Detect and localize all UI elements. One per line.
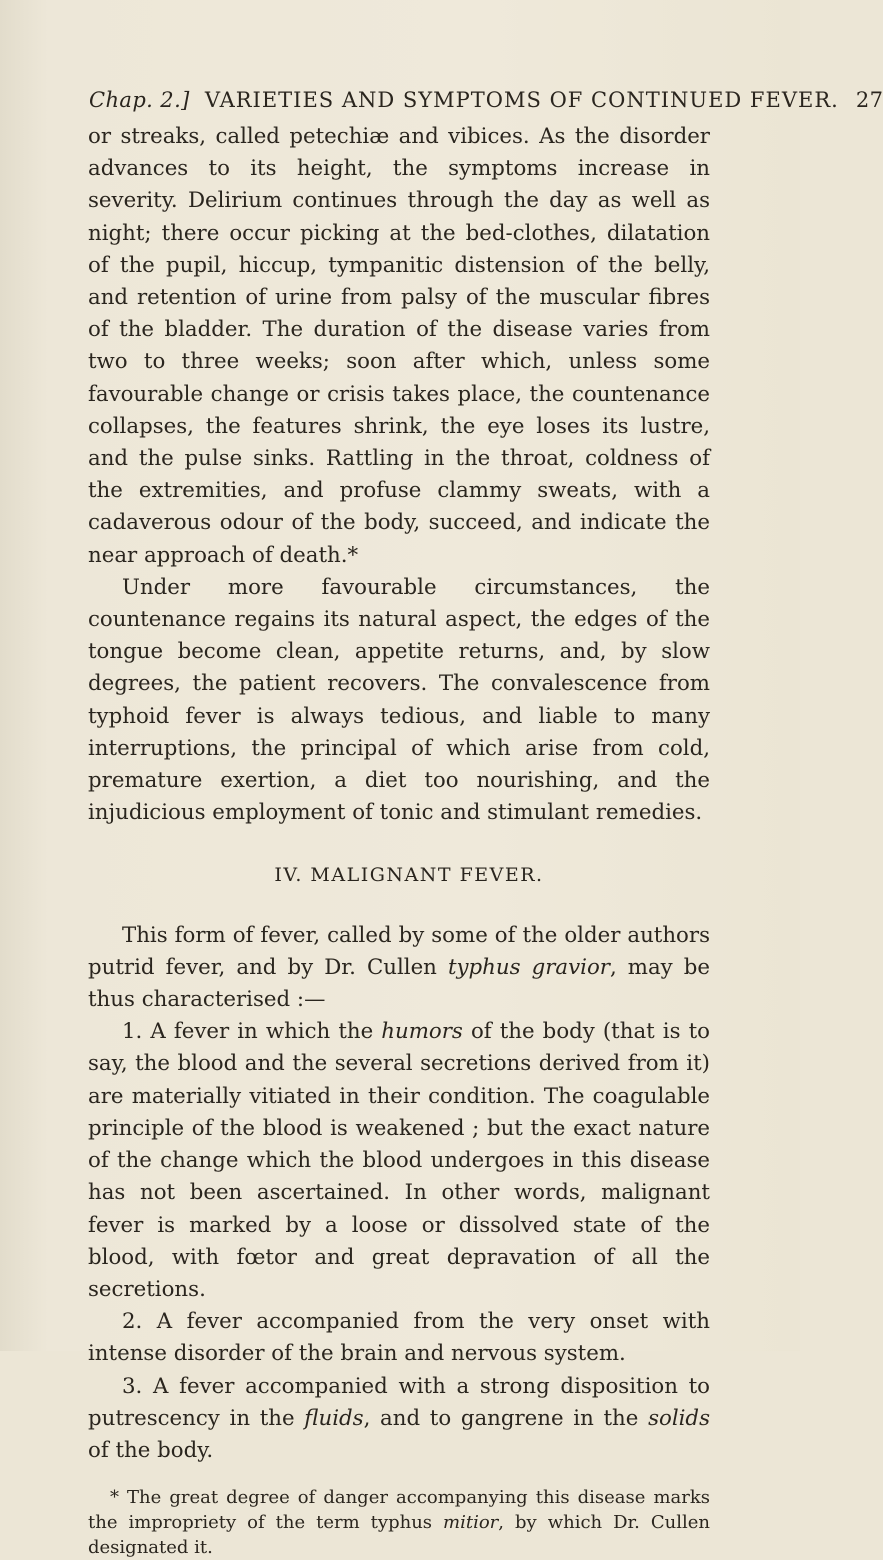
page-number: 27	[855, 88, 883, 112]
chapter-label: Chap. 2.]	[89, 88, 190, 112]
list-item-3: 3. A fever accompanied with a strong disposition to putrescency in the fluids, and to gangrene in the solids of the body.	[88, 1373, 710, 1463]
paragraph-malignant-intro: This form of fever, called by some of the older authors putrid fever, and by Dr. Cullen typhus gravior, may be thus characterised :—	[88, 922, 710, 1013]
section-heading: IV. MALIGNANT FEVER.	[274, 864, 544, 887]
running-header	[89, 88, 883, 112]
running-title: VARIETIES AND SYMPTOMS OF CONTINUED FEVER.	[204, 88, 839, 112]
footnote: * The great degree of danger accompanying this disease marks the impropriety of the term typhus mitior, by which Dr. Cullen designated it.	[88, 1487, 711, 1559]
list-item-2: 2. A fever accompanied from the very onset with intense disorder of the brain and nervous system.	[88, 1309, 710, 1367]
paragraph-continuation: or streaks, called petechiæ and vibices. As the disorder advances to its height, the symptoms increase in severity. Delirium continues through the day as well as night; there occur picking at the bed-clothes, dilatation of the pupil, hiccup, tympanitic distension of the belly, and retention of urine from palsy of the muscular fibres of the bladder. The duration of the disease varies from two to three weeks; soon after which, unless some favourable change or crisis takes place, the countenance collapses, the features shrink, the eye loses its lustre, and the pulse sinks. Rattling in the throat, coldness of the extremities, and profuse clammy sweats, with a cadaverous odour of the body, succeed, and indicate the near approach of death.*	[88, 124, 710, 568]
paragraph-convalescence: Under more favourable circumstances, the countenance regains its natural aspect, the edges of the tongue become clean, appetite returns, and, by slow degrees, the patient recovers. The convalescence from typhoid fever is always tedious, and liable to many interruptions, the principal of which arise from cold, premature exertion, a diet too nourishing, and the injudicious employment of tonic and stimulant remedies.	[88, 574, 710, 826]
list-item-1: 1. A fever in which the humors of the body (that is to say, the blood and the several secretions derived from it) are materially vitiated in their condition. The coagulable principle of the blood is weakened ; but the exact nature of the change which the blood undergoes in this disease has not been ascertained. In other words, malignant fever is marked by a loose or dissolved state of the blood, with fœtor and great depravation of all the secretions.	[88, 1019, 710, 1302]
body-text	[88, 121, 710, 1560]
